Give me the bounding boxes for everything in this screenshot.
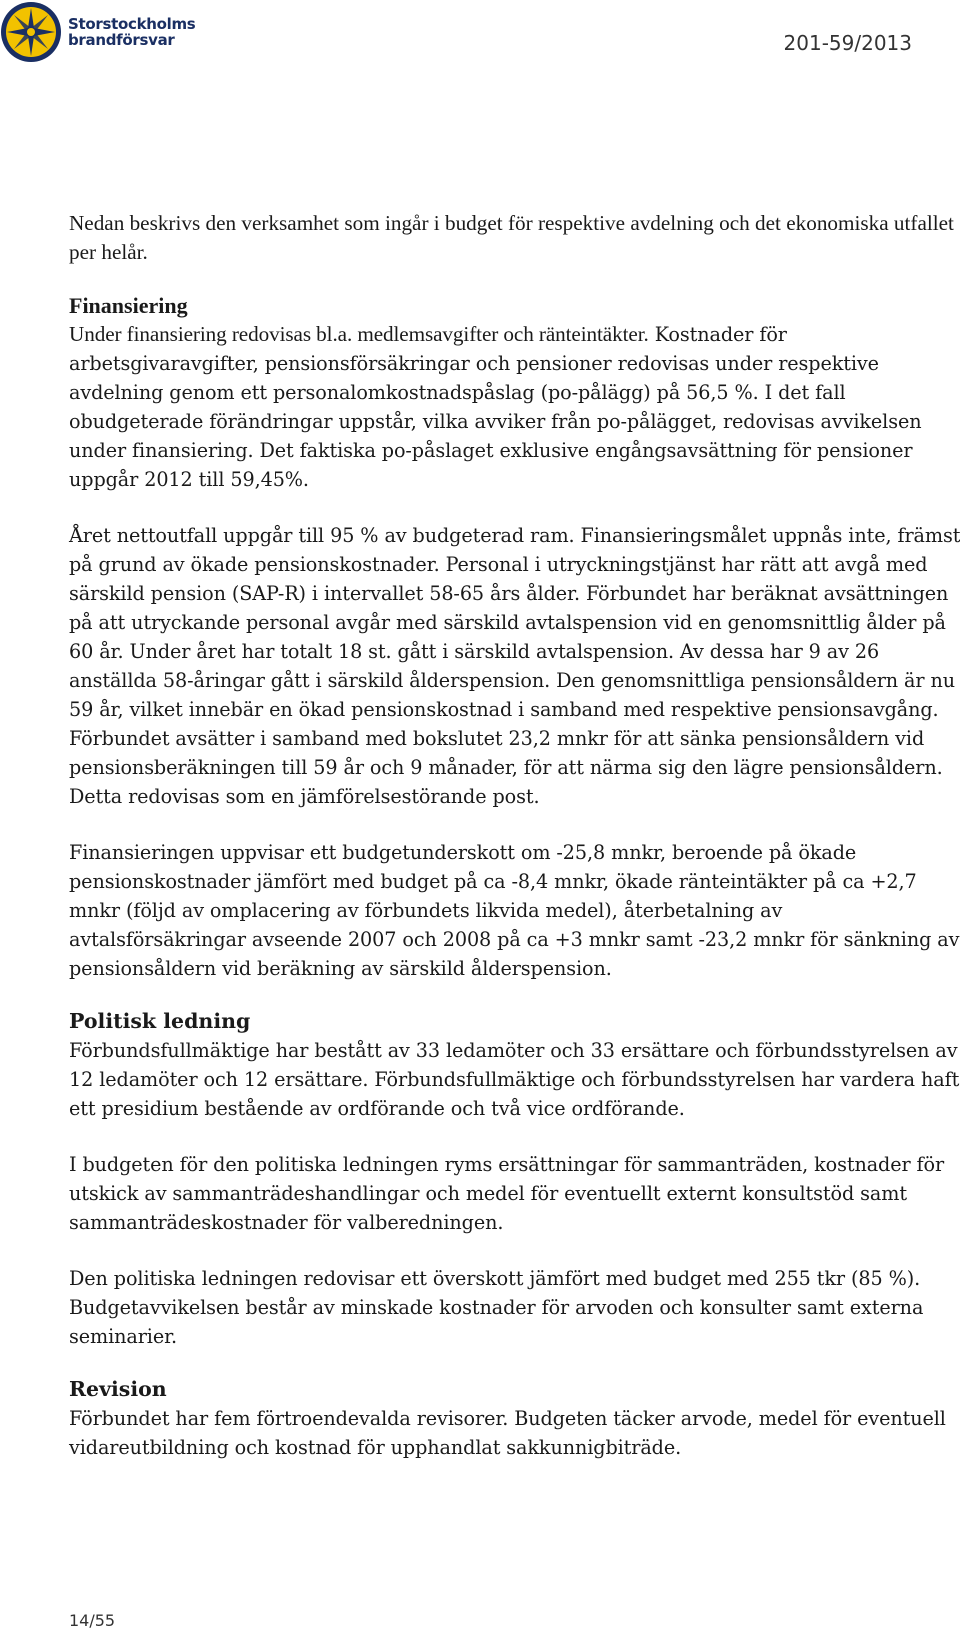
paragraph-revision-1: Förbundet har fem förtroendevalda revisorer. Budgeten täcker arvode, medel för eventuell vidareutbildning och kostnad för upphandlat sakkunnigbiträde. <box>69 1407 946 1459</box>
logo-line-2: brandförsvar <box>68 31 175 49</box>
finansiering-lead: Under finansiering redovisas bl.a. medlemsavgifter och ränteintäkter. <box>69 322 649 346</box>
brand-logo <box>0 0 196 66</box>
heading-politisk-ledning: Politisk ledning <box>69 1009 251 1033</box>
paragraph-politisk-1: Förbundsfullmäktige har bestått av 33 ledamöter och 33 ersättare och förbundsstyrelsen av 12 ledamöter och 12 ersättare. Förbundsfullmäktige och förbundsstyrelsen har vardera haft ett presidium bestående av ordförande och två vice ordförande. <box>69 1039 960 1120</box>
intro-paragraph: Nedan beskrivs den verksamhet som ingår i budget för respektive avdelning och det ekonomiska utfallet per helår. <box>69 211 954 264</box>
finansiering-p1-rest: Kostnader för arbetsgivaravgifter, pensionsförsäkringar och pensioner redovisas under respektive avdelning genom ett personalomkostnadspåslag (po-pålägg) på 56,5 %. I det fall obudgeterade förändringar uppstår, vilka avviker från po-pålägget, redovisas avvikelsen under finansiering. Det faktiska po-påslaget exklusive engångsavsättning för pensioner uppgår 2012 till 59,45%. <box>69 323 922 491</box>
paragraph-finansiering-3: Finansieringen uppvisar ett budgetunderskott om -25,8 mnkr, beroende på ökade pensionskostnader jämfört med budget på ca -8,4 mnkr, ökade ränteintäkter på ca +2,7 mnkr (följd av omplacering av förbundets likvida medel), återbetalning av avtalsförsäkringar avseende 2007 och 2008 på ca +3 mnkr samt -23,2 mnkr för sänkning av pensionsåldern vid beräkning av särskild ålderspension. <box>69 841 960 980</box>
paragraph-finansiering-2: Året nettoutfall uppgår till 95 % av budgeterad ram. Finansieringsmålet uppnås inte, främst på grund av ökade pensionskostnader. Personal i utryckningstjänst har rätt att avgå med särskild pension (SAP-R) i intervallet 58-65 års ålder. Förbundet har beräknat avsättningen på att utryckande personal avgår med särskild avtalspension vid en genomsnittlig ålder på 60 år. Under året har totalt 18 st. gått i särskild avtalspension. Av dessa har 9 av 26 anställda 58-åringar gått i särskild ålderspension. Den genomsnittliga pensionsåldern är nu 59 år, vilket innebär en ökad pensionskostnad i samband med respektive pensionsavgång. Förbundet avsätter i samband med bokslutet 23,2 mnkr för att sänka pensionsåldern vid pensionsberäkningen till 59 år och 9 månader, för att närma sig den lägre pensionsåldern. Detta redovisas som en jämförelsestörande post. <box>69 524 960 808</box>
paragraph-politisk-2: I budgeten för den politiska ledningen ryms ersättningar för sammanträden, kostnader för utskick av sammanträdeshandlingar och medel för eventuellt externt konsultstöd samt sammanträdeskostnader för valberedningen. <box>69 1153 945 1234</box>
document-number: 201-59/2013 <box>783 31 912 55</box>
document-body <box>69 209 960 1462</box>
paragraph-finansiering-1 <box>69 320 960 494</box>
heading-finansiering: Finansiering <box>69 293 188 318</box>
logo-line-1: Storstockholms <box>68 15 196 33</box>
paragraph-politisk-3: Den politiska ledningen redovisar ett överskott jämfört med budget med 255 tkr (85 %). Budgetavvikelsen består av minskade kostnader för arvoden och konsulter samt externa seminarier. <box>69 1267 924 1348</box>
page-number: 14/55 <box>69 1611 116 1630</box>
logo-wordmark <box>68 16 195 48</box>
star-emblem-icon <box>0 1 62 63</box>
heading-revision: Revision <box>69 1377 167 1401</box>
